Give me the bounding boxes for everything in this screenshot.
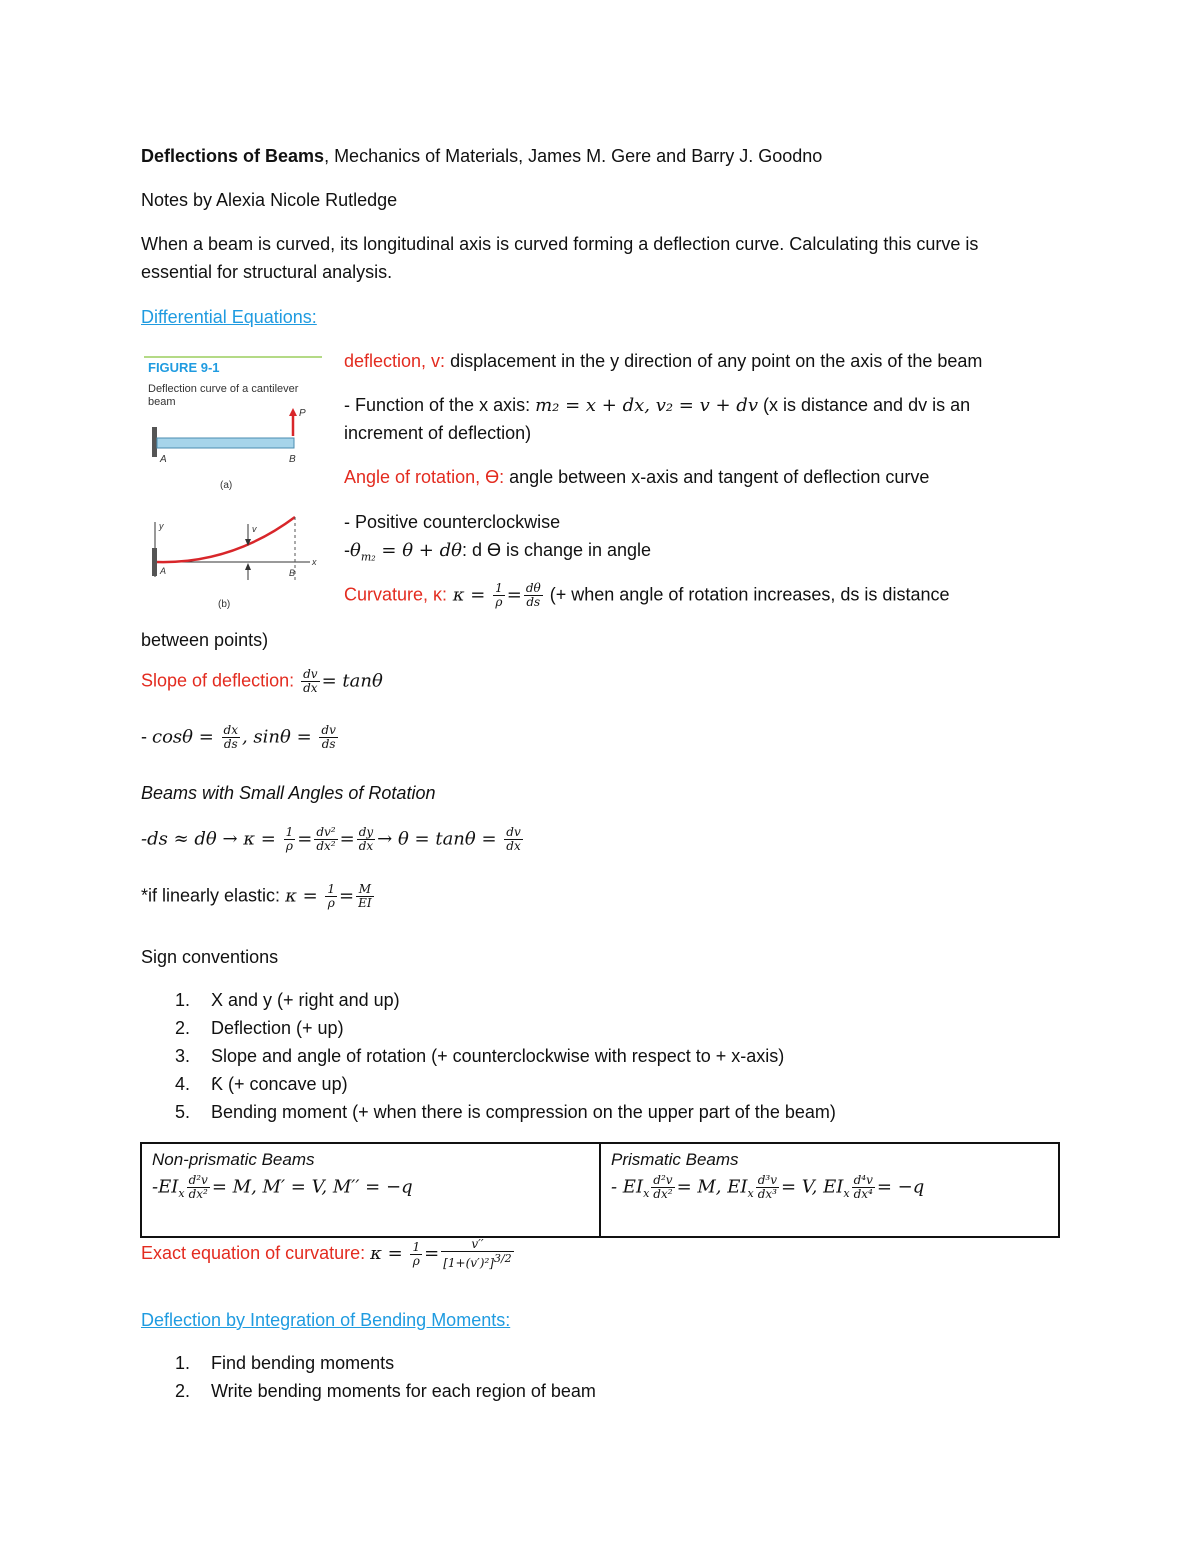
deflection-label: deflection, v: bbox=[344, 351, 446, 371]
prismatic-cell bbox=[600, 1143, 1059, 1237]
theta-symbol: θ bbox=[350, 540, 361, 561]
list-item: 4. Ƙ (+ concave up) bbox=[175, 1074, 348, 1094]
intro-line-2: essential for structural analysis. bbox=[141, 262, 393, 282]
theta-suffix: : d Ө is change in angle bbox=[461, 540, 652, 560]
angle-definition bbox=[344, 467, 929, 488]
sin-frac: $\frac{dv}{ds}$ bbox=[321, 723, 336, 751]
title-rest: , Mechanics of Materials, James M. Gere and Barry J. Goodno bbox=[324, 146, 823, 166]
linear-elastic-line bbox=[141, 883, 376, 910]
function-line-2: increment of deflection) bbox=[344, 423, 532, 443]
list-item: 1. X and y (+ right and up) bbox=[175, 990, 400, 1010]
curvature-lhs: κ = bbox=[447, 584, 492, 606]
prismatic-equation: - $EI_x$ $\frac{\text{d²v}}{\text{dx²}}$ = M, $EI_x$ $\frac{\text{d³v}}{\text{dx³}}$ = V, $EI_x$ $\frac{\text{d⁴v}}{\text{dx⁴}}$ = −q bbox=[611, 1173, 925, 1201]
exact-eq: = bbox=[424, 1242, 440, 1264]
linear-eq: = bbox=[339, 885, 355, 907]
small-frac-2: $\frac{\text{dv²}}{\text{dx²}}$ bbox=[316, 825, 336, 853]
positive-ccw: - Positive counterclockwise bbox=[344, 512, 561, 532]
small-angles-equation bbox=[141, 826, 525, 853]
slope-line bbox=[141, 668, 383, 695]
curvature-line bbox=[344, 582, 949, 609]
exact-label: Exact equation of curvature: bbox=[141, 1242, 371, 1263]
figure-caption-1: Deflection curve of a cantilever bbox=[148, 383, 299, 395]
cos-math: cosθ = bbox=[152, 726, 220, 748]
wall-a bbox=[152, 427, 157, 457]
list-item: 3. Slope and angle of rotation (+ counterclockwise with respect to + x-axis) bbox=[175, 1046, 785, 1066]
title-bold: Deflections of Beams bbox=[141, 146, 325, 166]
label-B-a: B bbox=[289, 454, 296, 465]
function-suffix: (x is distance and dv is an bbox=[758, 395, 971, 415]
document-title bbox=[141, 146, 822, 167]
slope-label: Slope of deflection: bbox=[141, 670, 300, 691]
cantilever-figure bbox=[142, 352, 332, 617]
exact-curvature-line bbox=[141, 1238, 516, 1270]
sign-conventions-list bbox=[141, 986, 836, 1126]
small-eq-a: -ds ≈ dθ → κ = bbox=[141, 828, 282, 850]
linear-frac-1: $\frac{1}{\rho}$ bbox=[327, 882, 336, 910]
list-item: 2. Deflection (+ up) bbox=[175, 1018, 344, 1038]
cos-sin-line bbox=[141, 724, 340, 751]
non-prismatic-cell bbox=[141, 1143, 600, 1237]
slope-rhs: = tanθ bbox=[321, 670, 383, 692]
small-eq-e2: = bbox=[339, 828, 355, 850]
sign-conventions-heading: Sign conventions bbox=[141, 947, 279, 967]
linear-lhs: κ = bbox=[285, 885, 324, 907]
list-item: 1. Find bending moments bbox=[175, 1353, 395, 1373]
curvature-line-2: between points) bbox=[141, 630, 269, 650]
cos-frac: $\frac{dx}{ds}$ bbox=[223, 723, 238, 751]
integration-steps-list bbox=[141, 1349, 596, 1405]
angle-text: angle between x-axis and tangent of deflection curve bbox=[504, 467, 930, 487]
label-A-b: A bbox=[160, 566, 167, 576]
curvature-text: (+ when angle of rotation increases, ds is distance bbox=[544, 584, 950, 605]
theta-prefix: - bbox=[344, 540, 350, 560]
small-frac-3: $\frac{dy}{dx}$ bbox=[358, 825, 374, 853]
label-b: (b) bbox=[218, 599, 231, 610]
label-B-b: B bbox=[289, 568, 296, 578]
small-frac-4: $\frac{dv}{dx}$ bbox=[506, 825, 521, 853]
section-differential-equations[interactable]: Differential Equations: bbox=[141, 307, 317, 327]
cos-prefix: - bbox=[141, 726, 152, 747]
angle-label: Angle of rotation, Ө: bbox=[344, 467, 505, 487]
label-v: v bbox=[252, 524, 257, 534]
exact-lhs: κ = bbox=[370, 1242, 409, 1264]
exact-frac-1: $\frac{1}{\rho}$ bbox=[412, 1239, 421, 1268]
theta-equation bbox=[344, 540, 651, 564]
linear-frac-2: $\frac{M}{EI}$ bbox=[358, 882, 372, 910]
curvature-frac-2: $\frac{d\theta}{ds}$ bbox=[525, 581, 541, 609]
function-line bbox=[344, 395, 970, 416]
p-frac-1: $\frac{\text{d²v}}{\text{dx²}}$ bbox=[653, 1173, 673, 1201]
wall-b bbox=[152, 548, 157, 576]
section-deflection-integration[interactable]: Deflection by Integration of Bending Moments: bbox=[141, 1310, 511, 1330]
linear-prefix: *if linearly elastic: bbox=[141, 885, 286, 906]
exact-frac-2: $\frac{v''}{[1+(v')^2]^{3/2}}$ bbox=[443, 1237, 512, 1270]
theta-math: = θ + dθ bbox=[375, 540, 462, 561]
label-a: (a) bbox=[220, 480, 233, 491]
p-frac-2: $\frac{\text{d³v}}{\text{dx³}}$ bbox=[757, 1173, 777, 1201]
label-x: x bbox=[312, 557, 317, 567]
theta-sub: m₂ bbox=[360, 550, 376, 564]
small-eq-b: → θ = tanθ = bbox=[377, 828, 503, 850]
non-prismatic-heading: Non-prismatic Beams bbox=[152, 1150, 315, 1169]
label-y: y bbox=[159, 521, 164, 531]
p-frac-3: $\frac{\text{d⁴v}}{\text{dx⁴}}$ bbox=[853, 1173, 873, 1201]
list-item: 5. Bending moment (+ when there is compression on the upper part of the beam) bbox=[175, 1102, 836, 1122]
slope-frac: $\frac{dv}{dx}$ bbox=[303, 667, 318, 695]
beam-equations-table bbox=[140, 1142, 1060, 1238]
figure-caption-2: beam bbox=[148, 396, 176, 408]
deflection-curve bbox=[157, 517, 295, 562]
label-A-a: A bbox=[160, 454, 167, 465]
function-math: m₂ = x + dx, v₂ = v + dv bbox=[535, 395, 758, 416]
deflection-definition bbox=[344, 351, 982, 372]
prismatic-heading: Prismatic Beams bbox=[611, 1150, 739, 1169]
list-item: 2. Write bending moments for each region of beam bbox=[175, 1381, 596, 1401]
sin-math: , sinθ = bbox=[241, 726, 318, 748]
figure-9-1 bbox=[142, 352, 332, 622]
function-prefix: - Function of the x axis: bbox=[344, 395, 536, 415]
non-prismatic-equation: $-EI_x$ $\frac{\text{d²v}}{\text{dx²}}$ = M, M′ = V, M′′ = −q bbox=[152, 1173, 413, 1201]
beam-a bbox=[157, 438, 294, 448]
small-frac-1: $\frac{1}{\rho}$ bbox=[285, 825, 294, 853]
label-P: P bbox=[299, 408, 306, 419]
small-angles-heading: Beams with Small Angles of Rotation bbox=[141, 783, 436, 803]
curvature-label: Curvature, ĸ: bbox=[344, 584, 448, 605]
curvature-eq: = bbox=[506, 584, 522, 606]
deflection-text: displacement in the y direction of any point on the axis of the beam bbox=[445, 351, 983, 371]
curvature-frac-1: $\frac{1}{\rho}$ bbox=[495, 581, 503, 609]
figure-title: FIGURE 9-1 bbox=[148, 360, 220, 375]
intro-line-1: When a beam is curved, its longitudinal axis is curved forming a deflection curve. Calculating this curve is bbox=[141, 234, 979, 254]
small-eq-e1: = bbox=[297, 828, 313, 850]
np-frac: $\frac{\text{d²v}}{\text{dx²}}$ bbox=[188, 1173, 208, 1201]
author-line: Notes by Alexia Nicole Rutledge bbox=[141, 190, 398, 210]
